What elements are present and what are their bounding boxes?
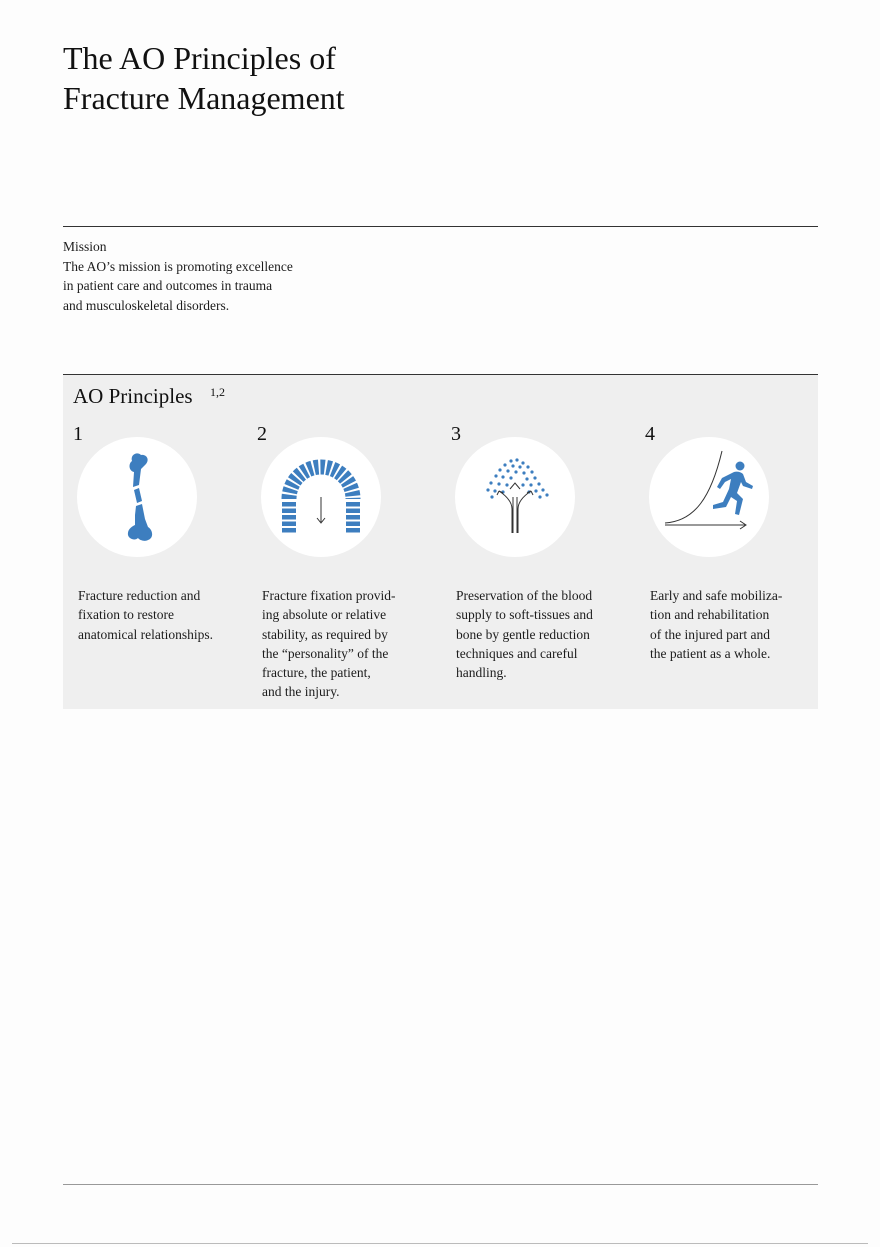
principle-description-line: supply to soft-tissues and	[456, 607, 593, 623]
principle-description	[456, 586, 631, 682]
principle-3	[451, 421, 626, 681]
principle-2	[257, 421, 432, 700]
page-title-line: The AO Principles of	[63, 40, 336, 76]
principle-description	[78, 586, 253, 644]
fractured-bone-icon	[77, 437, 197, 557]
principle-4	[645, 421, 820, 661]
page-bottom-rule	[12, 1243, 868, 1244]
mission-text-line: in patient care and outcomes in trauma	[63, 278, 273, 293]
principle-icon-circle	[261, 437, 381, 557]
principle-icon-circle	[649, 437, 769, 557]
footer-divider	[63, 1184, 818, 1185]
section-divider	[63, 226, 818, 227]
principle-description	[650, 586, 825, 663]
principle-number: 4	[645, 423, 655, 445]
principle-number: 2	[257, 423, 267, 445]
mission-block	[63, 237, 363, 315]
mission-text-line: The AO’s mission is promoting excellence	[63, 258, 293, 274]
principle-description-line: ing absolute or relative	[262, 607, 387, 623]
principle-description-line: the patient as a whole.	[650, 645, 771, 661]
principle-description-line: Early and safe mobiliza-	[650, 588, 783, 603]
principle-description-line: Fracture fixation provid-	[262, 588, 396, 603]
mission-heading: Mission	[63, 239, 107, 254]
principle-icon-circle	[77, 437, 197, 557]
principle-description-line: bone by gentle reduction	[456, 626, 590, 642]
principle-description-line: Preservation of the blood	[456, 588, 593, 603]
principle-number: 1	[73, 423, 83, 445]
blood-supply-tree-icon	[455, 437, 575, 557]
principle-description-line: techniques and careful	[456, 645, 578, 661]
principle-1	[73, 421, 248, 642]
principle-description-line: and the injury.	[262, 684, 340, 700]
mission-text-line: and musculoskeletal disorders.	[63, 297, 230, 313]
page-title	[63, 38, 345, 118]
principle-description-line: anatomical relationships.	[78, 626, 213, 642]
principle-description-line: fracture, the patient,	[262, 665, 371, 681]
principle-description	[262, 586, 437, 702]
stone-arch-icon	[261, 437, 381, 557]
principle-description-line: stability, as required by	[262, 626, 388, 642]
principles-title: AO Principles	[73, 384, 193, 408]
principle-description-line: of the injured part and	[650, 626, 770, 642]
principle-description-line: the “personality” of the	[262, 645, 389, 661]
ao-principles-panel	[63, 374, 818, 709]
principle-icon-circle	[455, 437, 575, 557]
principle-description-line: Fracture reduction and	[78, 588, 201, 603]
principle-description-line: tion and rehabilitation	[650, 607, 770, 623]
principle-description-line: handling.	[456, 665, 507, 681]
principle-number: 3	[451, 423, 461, 445]
running-person-icon	[649, 437, 769, 557]
page-title-line: Fracture Management	[63, 80, 345, 116]
principle-description-line: fixation to restore	[78, 607, 174, 623]
principles-reference: 1,2	[210, 385, 225, 399]
